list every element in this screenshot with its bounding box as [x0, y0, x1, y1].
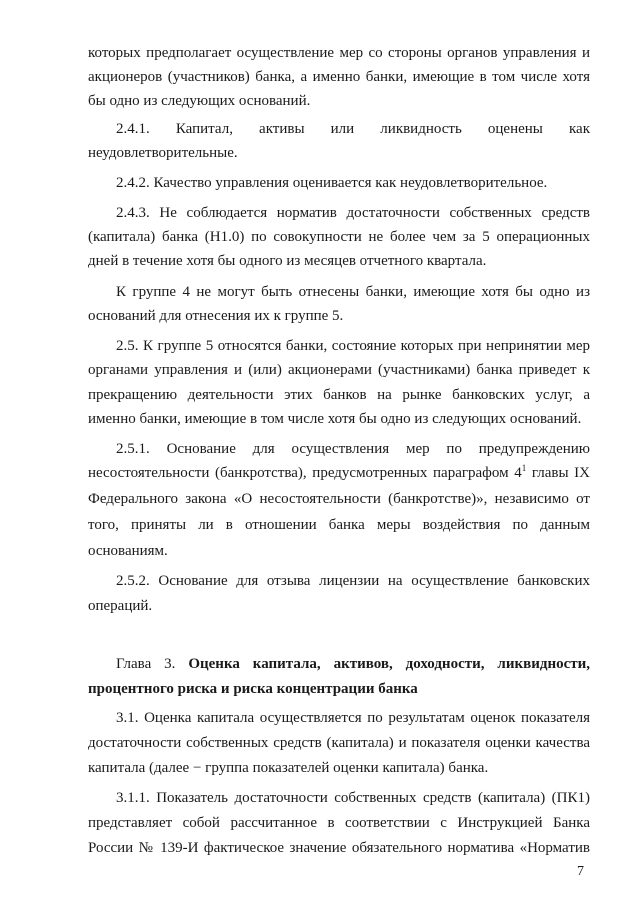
text-line: именно банки, имеющие в том числе хотя бы одно из следующих оснований.: [88, 411, 582, 427]
text-line: достаточности собственных средств (капитала) и показателя оценки качества: [88, 735, 590, 751]
text-fragment: главы IX: [526, 465, 590, 481]
text-line: [88, 462, 590, 484]
text-line: представляет собой рассчитанное в соответствии с Инструкцией Банка: [88, 815, 590, 831]
chapter-title-line: процентного риска и риска концентрации банка: [88, 681, 418, 697]
text-line: основаниям.: [88, 543, 168, 559]
text-line: 3.1.1. Показатель достаточности собственных средств (капитала) (ПК1): [116, 790, 590, 806]
text-line: бы одно из следующих оснований.: [88, 93, 311, 109]
superscript: 1: [521, 463, 527, 473]
text-line: Федерального закона «О несостоятельности (банкротстве)», независимо от: [88, 491, 590, 507]
text-line: дней в течение хотя бы одного из месяцев отчетного квартала.: [88, 253, 487, 269]
chapter-title: Оценка капитала, активов, доходности, ликвидности,: [188, 656, 591, 672]
text-line: 2.4.1. Капитал, активы или ликвидность оценены как: [116, 121, 590, 137]
text-line: 2.5.1. Основание для осуществления мер по предупреждению: [116, 441, 590, 457]
text-line: России № 139-И фактическое значение обязательного норматива «Норматив: [88, 840, 590, 856]
text-line: 2.4.3. Не соблюдается норматив достаточности собственных средств: [116, 205, 590, 221]
text-line: которых предполагает осуществление мер со стороны органов управления и: [88, 45, 590, 61]
text-line: капитала (далее − группа показателей оценки капитала) банка.: [88, 760, 489, 776]
text-line: 2.4.2. Качество управления оценивается как неудовлетворительное.: [116, 175, 548, 191]
text-line: К группе 4 не могут быть отнесены банки, имеющие хотя бы одно из: [116, 284, 590, 300]
text-line: 2.5. К группе 5 относятся банки, состояние которых при непринятии мер: [116, 338, 590, 354]
text-line: органами управления и (или) акционерами (участниками) банка приведет к: [88, 362, 590, 378]
text-line: оснований для отнесения их к группе 5.: [88, 308, 344, 324]
text-line: того, приняты ли в отношении банка меры воздействия по данным: [88, 517, 590, 533]
text-fragment: несостоятельности (банкротства), предусмотренных параграфом 4: [88, 465, 522, 481]
text-line: (капитала) банка (Н1.0) по совокупности не более чем за 5 операционных: [88, 229, 590, 245]
chapter-number: Глава 3.: [116, 656, 189, 672]
text-line: неудовлетворительные.: [88, 145, 238, 161]
text-line: акционеров (участников) банка, а именно банки, имеющие в том числе хотя: [88, 69, 590, 85]
text-line: операций.: [88, 598, 153, 614]
text-line: 2.5.2. Основание для отзыва лицензии на осуществление банковских: [116, 573, 590, 589]
chapter-heading: [116, 653, 590, 675]
text-line: прекращению деятельности этих банков на рынке банковских услуг, а: [88, 387, 590, 403]
text-line: 3.1. Оценка капитала осуществляется по результатам оценок показателя: [116, 710, 590, 726]
page-number: 7: [577, 864, 584, 879]
